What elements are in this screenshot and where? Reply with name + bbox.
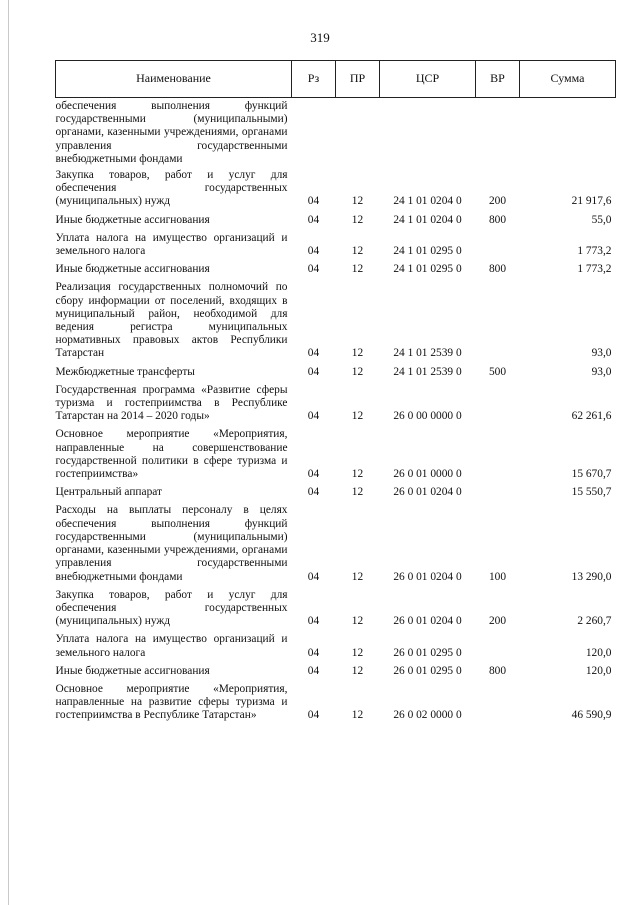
table-row (56, 630, 616, 661)
header-name: Наименование (56, 61, 292, 98)
table-row (56, 260, 616, 278)
row-sum: 15 550,7 (571, 486, 612, 499)
row-csr: 26 0 01 0295 0 (393, 664, 462, 677)
table-row (56, 586, 616, 631)
row-pr: 12 (351, 365, 364, 378)
row-sum: 62 261,6 (571, 410, 612, 423)
row-name: Закупка товаров, работ и услуг для обеспечения государственных (муниципальных) нужд (55, 588, 288, 628)
row-rz: 04 (307, 468, 320, 481)
row-rz: 04 (307, 410, 320, 423)
row-pr: 12 (351, 468, 364, 481)
row-pr: 12 (351, 709, 364, 722)
row-csr: 24 1 01 0295 0 (393, 263, 462, 276)
row-csr: 24 1 01 2539 0 (393, 347, 462, 360)
row-pr: 12 (351, 410, 364, 423)
row-vr (476, 381, 520, 426)
row-pr: 12 (351, 263, 364, 276)
table-row (56, 229, 616, 260)
row-rz: 04 (307, 195, 320, 208)
row-rz: 04 (307, 347, 320, 360)
row-csr: 26 0 01 0000 0 (393, 468, 462, 481)
table-row (56, 381, 616, 426)
table-row (56, 211, 616, 229)
row-rz: 04 (307, 615, 320, 628)
row-sum: 1 773,2 (577, 245, 612, 258)
row-name: Уплата налога на имущество организаций и земельного налога (55, 633, 288, 659)
row-vr (476, 278, 520, 362)
continuation-text: обеспечения выполнения функций государственными (муниципальными) органами, казенными учреждениями, органами управления государственными внебюджетными фондами (55, 100, 288, 165)
row-rz: 04 (307, 709, 320, 722)
row-sum: 15 670,7 (571, 468, 612, 481)
row-name: Межбюджетные трансферты (55, 365, 195, 378)
row-csr: 24 1 01 0295 0 (393, 245, 462, 258)
header-vr: ВР (476, 61, 520, 98)
row-name: Основное мероприятие «Мероприятия, направленные на развитие сферы туризма и гостеприимства в Республике Татарстан» (55, 682, 288, 722)
scan-edge-line (8, 0, 9, 905)
budget-table (55, 60, 616, 725)
row-sum: 2 260,7 (577, 615, 612, 628)
row-sum: 93,0 (591, 365, 612, 378)
row-pr: 12 (351, 664, 364, 677)
table-row (56, 425, 616, 483)
table-row (56, 278, 616, 362)
row-pr: 12 (351, 646, 364, 659)
row-csr: 26 0 00 0000 0 (393, 410, 462, 423)
header-sum: Сумма (520, 61, 616, 98)
row-vr (476, 483, 520, 501)
row-sum: 46 590,9 (571, 709, 612, 722)
row-pr: 12 (351, 486, 364, 499)
row-vr (476, 630, 520, 661)
row-rz: 04 (307, 263, 320, 276)
table-row (56, 363, 616, 381)
row-vr: 200 (488, 615, 507, 628)
row-name: Закупка товаров, работ и услуг для обеспечения государственных (муниципальных) нужд (55, 169, 288, 208)
row-rz: 04 (307, 646, 320, 659)
row-rz: 04 (307, 365, 320, 378)
row-name: Уплата налога на имущество организаций и земельного налога (55, 231, 288, 258)
header-pr: ПР (336, 61, 380, 98)
continuation-row (56, 98, 616, 167)
row-sum: 55,0 (591, 213, 612, 226)
row-vr: 500 (488, 365, 507, 378)
row-pr: 12 (351, 615, 364, 628)
row-vr: 800 (488, 664, 507, 677)
row-rz: 04 (307, 213, 320, 226)
row-vr: 200 (488, 195, 507, 208)
row-sum: 93,0 (591, 347, 612, 360)
row-sum: 1 773,2 (577, 263, 612, 276)
row-vr (476, 425, 520, 483)
header-rz: Рз (292, 61, 336, 98)
page-number: 319 (310, 30, 330, 45)
table-header-row (56, 61, 616, 98)
table-row (56, 680, 616, 725)
row-sum: 120,0 (585, 664, 612, 677)
row-pr: 12 (351, 245, 364, 258)
row-name: Иные бюджетные ассигнования (55, 664, 210, 677)
row-name: Основное мероприятие «Мероприятия, направленные на совершенствование государственной политики в сфере туризма и гостеприимства» (55, 428, 288, 481)
table-row (56, 483, 616, 501)
row-vr (476, 229, 520, 260)
row-csr: 26 0 02 0000 0 (393, 709, 462, 722)
row-name: Иные бюджетные ассигнования (55, 263, 210, 276)
row-name: Реализация государственных полномочий по сбору информации от поселений, входящих в муниципальный район, необходимой для ведения регистра муниципальных нормативных правовых актов Республики Татарстан (55, 281, 288, 360)
row-csr: 24 1 01 0204 0 (393, 195, 462, 208)
row-name: Иные бюджетные ассигнования (55, 213, 210, 226)
row-sum: 21 917,6 (571, 195, 612, 208)
row-rz: 04 (307, 245, 320, 258)
row-vr (476, 680, 520, 725)
row-vr: 100 (488, 570, 507, 583)
row-csr: 26 0 01 0204 0 (393, 486, 462, 499)
row-csr: 24 1 01 2539 0 (393, 365, 462, 378)
row-rz: 04 (307, 486, 320, 499)
row-pr: 12 (351, 347, 364, 360)
header-csr: ЦСР (380, 61, 476, 98)
row-csr: 26 0 01 0204 0 (393, 570, 462, 583)
row-rz: 04 (307, 570, 320, 583)
row-name: Государственная программа «Развитие сферы туризма и гостеприимства в Республике Татарстан на 2014 – 2020 годы» (55, 383, 288, 423)
row-pr: 12 (351, 570, 364, 583)
row-sum: 120,0 (585, 646, 612, 659)
row-csr: 24 1 01 0204 0 (393, 213, 462, 226)
table-row (56, 501, 616, 585)
table-row (56, 662, 616, 680)
row-rz: 04 (307, 664, 320, 677)
table-row (56, 166, 616, 211)
row-sum: 13 290,0 (571, 570, 612, 583)
row-name: Расходы на выплаты персоналу в целях обеспечения выполнения функций государственными (муниципальными) органами, казенными учреждениями, органами управления государственными внебюджетными фондами (55, 504, 288, 583)
row-vr: 800 (488, 213, 507, 226)
row-vr: 800 (488, 263, 507, 276)
row-name: Центральный аппарат (55, 486, 163, 499)
row-csr: 26 0 01 0204 0 (393, 615, 462, 628)
row-csr: 26 0 01 0295 0 (393, 646, 462, 659)
row-pr: 12 (351, 213, 364, 226)
row-pr: 12 (351, 195, 364, 208)
